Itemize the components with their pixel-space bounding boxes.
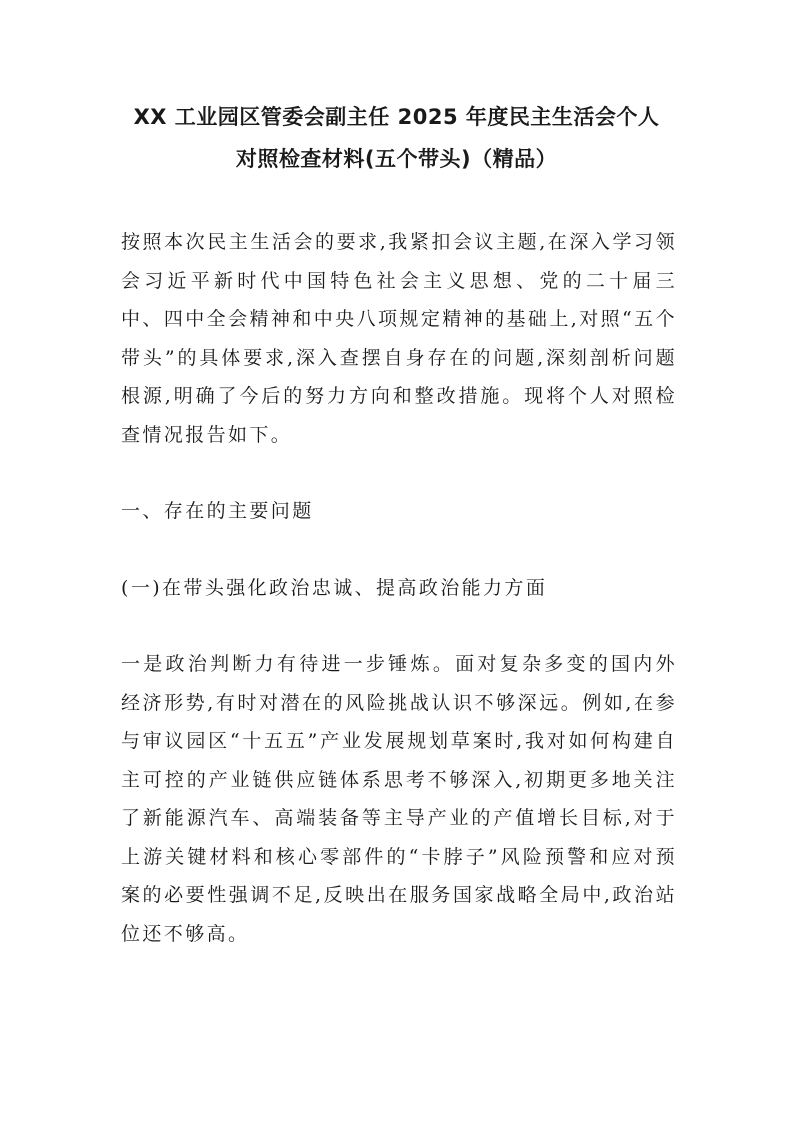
document-title [100, 96, 693, 180]
section-heading-1: 一、存在的主要问题 [121, 500, 314, 522]
body-paragraph-1: 一是政治判断力有待进一步锤炼。面对复杂多变的国内外经济形势,有时对潜在的风险挑战认识不够深远。例如,在参与审议园区“十五五”产业发展规划草案时,我对如何构建自主可控的产业链供应链体系思考不够深入,初期更多地关注了新能源汽车、高端装备等主导产业的产值增长目标,对于上游关键材料和核心零部件的“卡脖子”风险预警和应对预案的必要性强调不足,反映出在服务国家战略全局中,政治站位还不够高。 [121, 653, 677, 945]
title-line-1: XX 工业园区管委会副主任 2025 年度民主生活会个人 [133, 105, 660, 129]
intro-paragraph: 按照本次民主生活会的要求,我紧扣会议主题,在深入学习领会习近平新时代中国特色社会主义思想、党的二十届三中、四中全会精神和中央八项规定精神的基础上,对照“五个带头”的具体要求,深入查摆自身存在的问题,深刻剖析问题根源,明确了今后的努力方向和整改措施。现将个人对照检查情况报告如下。 [121, 231, 677, 446]
subsection-heading-1: (一)在带头强化政治忠诚、提高政治能力方面 [121, 576, 548, 599]
document-body [121, 223, 677, 953]
title-line-2: 对照检查材料(五个带头)（精品） [235, 147, 558, 171]
